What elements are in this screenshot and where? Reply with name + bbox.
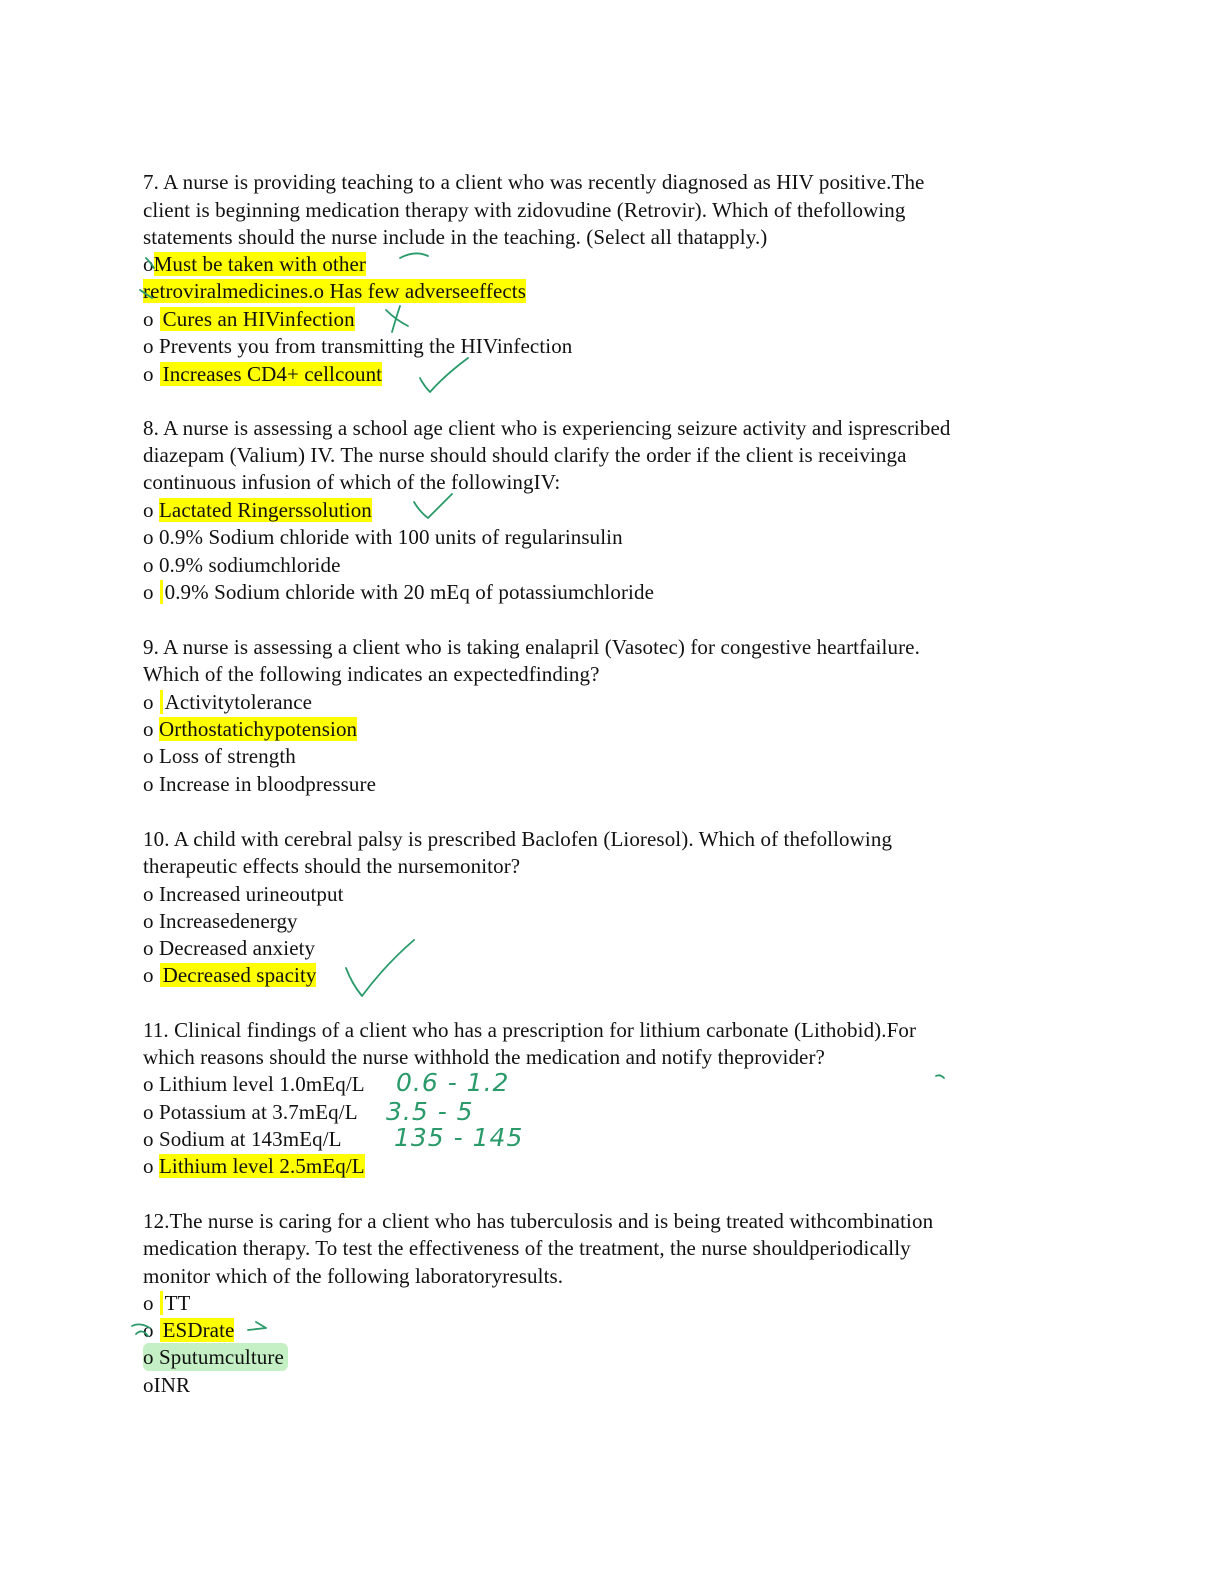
option-bullet: o [143, 1291, 154, 1315]
question-9-stem-line-2: Which of the following indicates an expectedfinding? [143, 662, 600, 686]
option-text: Cures an HIVinfection [160, 307, 355, 331]
option-bullet: o [143, 362, 154, 386]
option-text: 0.9% Sodium chloride with 20 mEq of potassiumchloride [160, 580, 654, 604]
question-12-option-4: oINR [143, 1373, 191, 1397]
question-10-option-3: o Decreased anxiety [143, 936, 316, 960]
question-11-option-4 [143, 1153, 365, 1180]
arrow-icon [248, 1322, 266, 1330]
cross-mark-icon [386, 306, 408, 332]
question-7-stem-line-1: 7. A nurse is providing teaching to a client who was recently diagnosed as HIV positive.The [143, 170, 925, 194]
check-mark-icon [346, 940, 414, 996]
option-bullet: o [143, 252, 154, 276]
option-bullet: o [143, 690, 154, 714]
check-mark-icon [414, 494, 452, 518]
question-12-stem-line-1: 12.The nurse is caring for a client who has tuberculosis and is being treated withcombination [143, 1209, 934, 1233]
question-12-stem-line-2: medication therapy. To test the effectiveness of the treatment, the nurse shouldperiodically [143, 1236, 911, 1260]
question-11-stem-line-2: which reasons should the nurse withhold the medication and notify theprovider? [143, 1045, 825, 1069]
question-7-option-4 [143, 361, 382, 388]
green-highlighted-answer: o Sputumculture [143, 1343, 288, 1371]
question-7-option-3: o Prevents you from transmitting the HIVinfection [143, 334, 573, 358]
highlighted-answer: retroviralmedicines.o Has few adverseeffects [143, 279, 527, 303]
question-7-stem-line-3: statements should the nurse include in the teaching. (Select all thatapply.) [143, 225, 768, 249]
question-11-option-3: o Sodium at 143mEq/L [143, 1127, 342, 1151]
question-8-stem-line-2: diazepam (Valium) IV. The nurse should should clarify the order if the client is receivinga [143, 443, 907, 467]
highlighted-answer: Lithium level 2.5mEq/L [158, 1154, 365, 1178]
question-10-option-1: o Increased urineoutput [143, 882, 344, 906]
question-7-option-2 [143, 306, 355, 333]
question-8-option-2: o 0.9% Sodium chloride with 100 units of regularinsulin [143, 525, 623, 549]
pen-stroke-icon [400, 253, 428, 258]
question-7-option-1-continued [143, 278, 526, 305]
question-9-stem-line-1: 9. A nurse is assessing a client who is taking enalapril (Vasotec) for congestive heartfailure. [143, 635, 920, 659]
question-10-option-4 [143, 962, 316, 989]
highlighted-answer: ESDrate [160, 1318, 235, 1342]
question-9-option-1 [143, 689, 312, 716]
question-10-stem-line-1: 10. A child with cerebral palsy is prescribed Baclofen (Lioresol). Which of thefollowing [143, 827, 893, 851]
question-9-option-4: o Increase in bloodpressure [143, 772, 377, 796]
option-text: TT [160, 1291, 191, 1315]
question-10-stem-line-2: therapeutic effects should the nursemonitor? [143, 854, 521, 878]
option-bullet: o [143, 498, 154, 522]
question-8-stem-line-3: continuous infusion of which of the followingIV: [143, 470, 561, 494]
handwritten-lithium-range: 0.6 - 1.2 [396, 1068, 510, 1097]
question-8-option-4 [143, 579, 654, 606]
option-bullet: o [143, 1154, 154, 1178]
question-9-option-3: o Loss of strength [143, 744, 296, 768]
question-9-option-2 [143, 716, 357, 743]
question-8-stem-line-1: 8. A nurse is assessing a school age client who is experiencing seizure activity and isprescribed [143, 416, 951, 440]
question-12-option-3 [143, 1344, 288, 1371]
highlighted-answer: Decreased spacity [160, 963, 317, 987]
option-text: Activitytolerance [160, 690, 312, 714]
question-10-option-2: o Increasedenergy [143, 909, 298, 933]
option-bullet: o [143, 717, 154, 741]
question-11-option-1: o Lithium level 1.0mEq/L [143, 1072, 365, 1096]
highlighted-answer: Must be taken with other [153, 252, 366, 276]
question-12-option-1 [143, 1290, 190, 1317]
highlighted-answer: Orthostatichypotension [158, 717, 358, 741]
highlighted-answer: Lactated Ringerssolution [158, 498, 372, 522]
check-mark-icon [420, 358, 468, 392]
option-bullet: o [143, 307, 154, 331]
handwritten-potassium-range: 3.5 - 5 [386, 1097, 474, 1126]
pen-stroke-icon [936, 1075, 944, 1078]
question-8-option-3: o 0.9% sodiumchloride [143, 553, 341, 577]
question-12-stem-line-3: monitor which of the following laboratoryresults. [143, 1264, 564, 1288]
question-7-stem-line-2: client is beginning medication therapy with zidovudine (Retrovir). Which of thefollowing [143, 198, 906, 222]
handwritten-sodium-range: 135 - 145 [394, 1123, 524, 1152]
question-7-option-1 [143, 251, 366, 278]
question-11-stem-line-1: 11. Clinical findings of a client who has a prescription for lithium carbonate (Lithobid).For [143, 1018, 917, 1042]
question-12-option-2 [143, 1317, 234, 1344]
highlighted-answer: Increases CD4+ cellcount [160, 362, 383, 386]
option-bullet: o [143, 1318, 154, 1342]
question-11-option-2: o Potassium at 3.7mEq/L [143, 1100, 358, 1124]
option-bullet: o [143, 580, 154, 604]
option-bullet: o [143, 963, 154, 987]
question-8-option-1 [143, 497, 372, 524]
